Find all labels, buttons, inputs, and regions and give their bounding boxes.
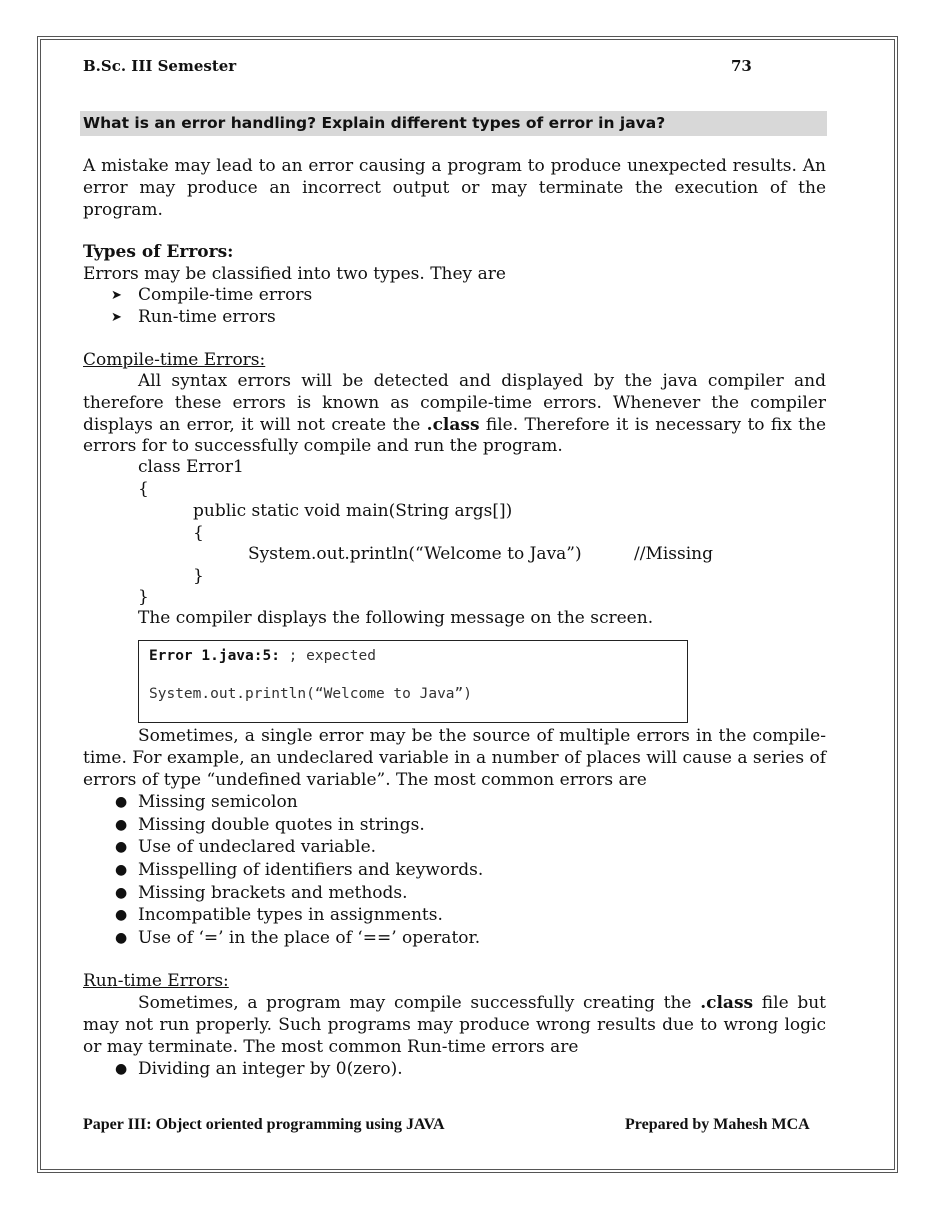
bullet-dot-icon: ● [115, 839, 128, 855]
bullet-dot-icon: ● [115, 907, 128, 923]
arrowhead-icon: ➤ [111, 310, 122, 325]
code-comment: //Missing [634, 544, 714, 564]
code-line: public static void main(String args[]) [193, 501, 513, 521]
compile-time-paragraph: All syntax errors will be detected and displayed by the java compiler and therefore these errors is known as compile-time errors. Whenever the compiler displays an error, it will not create the .class file. Therefore it is necessary to fix the errors for to successfully compile and run the program. [83, 371, 827, 457]
code-line: class Error1 [138, 457, 244, 477]
code-line: } [193, 566, 204, 586]
footer-paper: Paper III: Object oriented programming using JAVA [83, 1116, 445, 1133]
list-item: Incompatible types in assignments. [138, 905, 443, 925]
bullet-dot-icon: ● [115, 794, 128, 810]
footer-author: Prepared by Mahesh MCA [625, 1116, 810, 1133]
list-item: Use of undeclared variable. [138, 837, 377, 857]
list-item: Use of ‘=’ in the place of ‘==’ operator. [138, 928, 481, 948]
code-line: { [138, 479, 149, 499]
list-item: Missing semicolon [138, 792, 298, 812]
header-course: B.Sc. III Semester [83, 57, 237, 75]
bullet-dot-icon: ● [115, 817, 128, 833]
bullet-dot-icon: ● [115, 1061, 128, 1077]
code-line: } [138, 587, 149, 607]
bullet-dot-icon: ● [115, 862, 128, 878]
list-item: Misspelling of identifiers and keywords. [138, 860, 484, 880]
code-line: System.out.println(“Welcome to Java”) [248, 544, 582, 564]
message-lead: The compiler displays the following message on the screen. [138, 608, 654, 628]
list-item: Dividing an integer by 0(zero). [138, 1059, 403, 1079]
page-number: 73 [731, 57, 752, 75]
types-heading: Types of Errors: [83, 242, 234, 262]
list-item: Missing brackets and methods. [138, 883, 408, 903]
bullet-dot-icon: ● [115, 885, 128, 901]
run-time-heading: Run-time Errors: [83, 971, 229, 991]
compile-time-paragraph-2: Sometimes, a single error may be the source of multiple errors in the compile-time. For example, an undeclared variable in a number of places will cause a series of errors of type “undefined variable”. The most common errors are [83, 726, 826, 790]
question-title: What is an error handling? Explain different types of error in java? [83, 114, 666, 132]
list-item: Missing double quotes in strings. [138, 815, 425, 835]
types-lead: Errors may be classified into two types. They are [83, 264, 506, 284]
compile-time-heading: Compile-time Errors: [83, 350, 266, 370]
intro-paragraph: A mistake may lead to an error causing a program to produce unexpected results. An error may produce an incorrect output or may terminate the execution of the program. [83, 156, 826, 220]
type-item: Compile-time errors [138, 285, 313, 305]
error-line-1: Error 1.java:5: ; expected [149, 648, 376, 664]
code-line: { [193, 523, 204, 543]
error-message-box [138, 640, 688, 723]
arrowhead-icon: ➤ [111, 288, 122, 303]
type-item: Run-time errors [138, 307, 276, 327]
run-time-paragraph: Sometimes, a program may compile successfully creating the .class file but may not run properly. Such programs may produce wrong results due to wrong logic or may terminate. The most common Run-time errors are [83, 993, 827, 1057]
error-line-2: System.out.println(“Welcome to Java”) [149, 686, 473, 702]
bullet-dot-icon: ● [115, 930, 128, 946]
